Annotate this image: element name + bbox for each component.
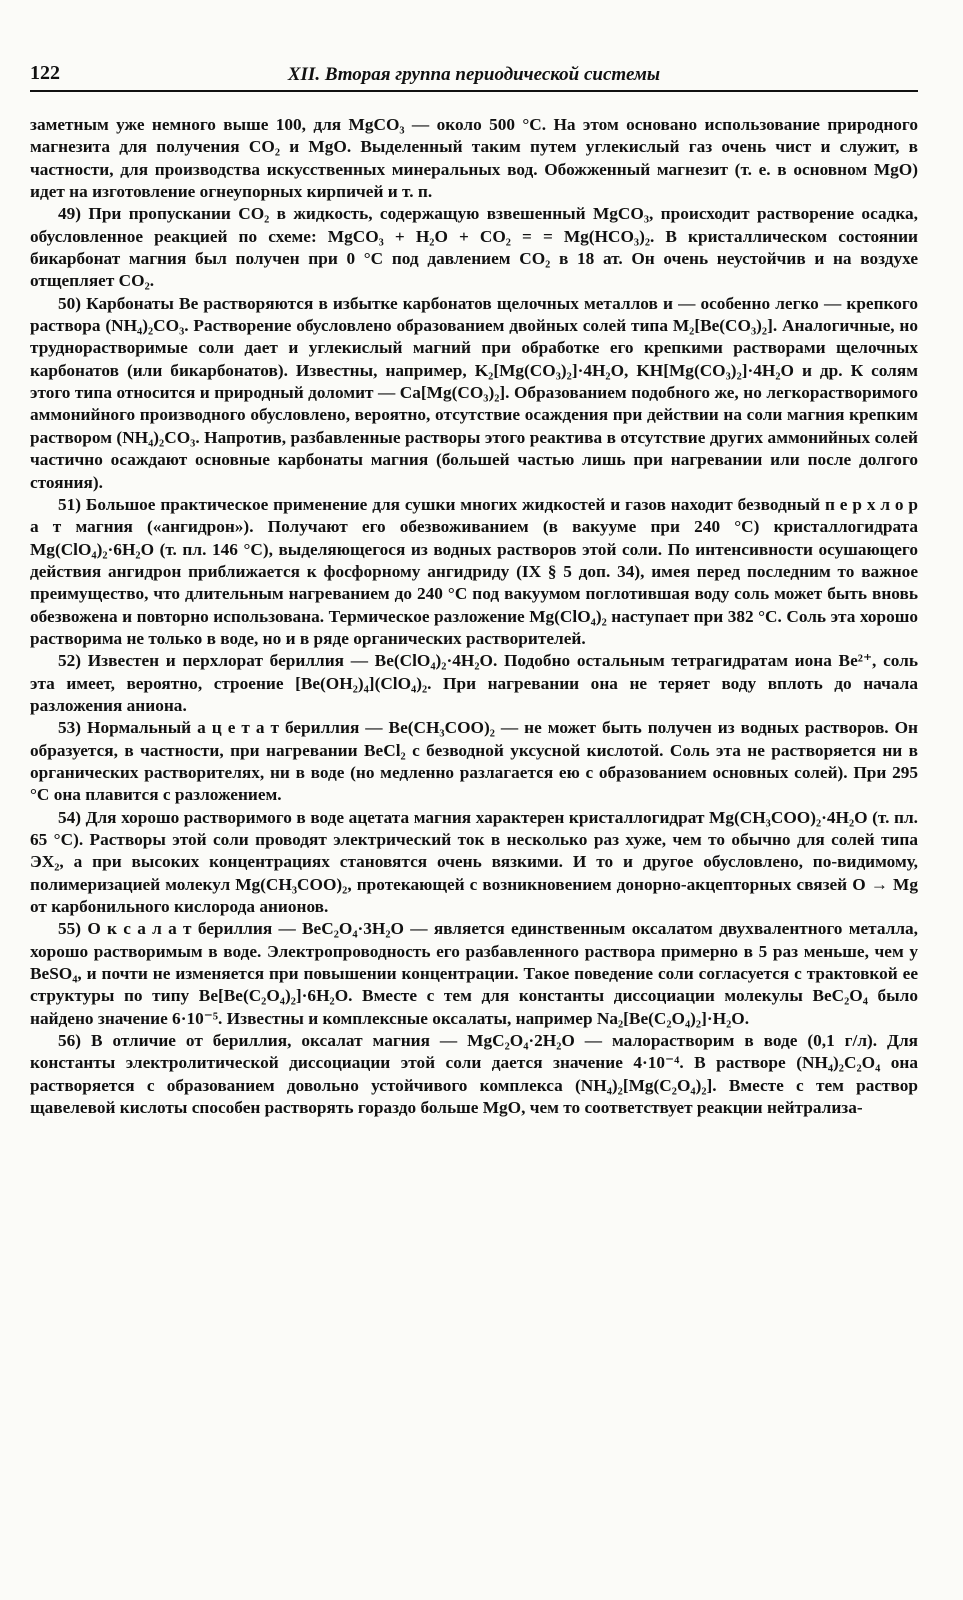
- note-55: 55) О к с а л а т бериллия — BeC₂O₄·3H₂O — является единственным оксалатом двухвалентного металла, хорошо растворимым в воде. Электропроводность его разбавленного раствора примерно в 5 раз меньше, чем у BeSO₄, и почти не изменяется при повышении концентрации. Такое поведение соли согласуется с трактовкой ее структуры по типу Be[Be(C₂O₄)₂]·6H₂O. Вместе с тем для константы диссоциации молекулы BeC₂O₄ было найдено значение 6·10⁻⁵. Известны и комплексные оксалаты, например Na₂[Be(C₂O₄)₂]·H₂O.: [30, 919, 918, 1028]
- page-header: [30, 62, 918, 92]
- note-56: 56) В отличие от бериллия, оксалат магния — MgC₂O₄·2H₂O — малорастворим в воде (0,1 г/л). Для константы электролитической диссоциации этой соли дается значение 4·10⁻⁴. В растворе (NH₄)₂C₂O₄ она растворяется с образованием довольно устойчивого комплекса (NH₄)₂[Mg(C₂O₄)₂]. Вместе с тем раствор щавелевой кислоты способен растворять гораздо больше MgO, чем то соответствует реакции нейтрализа-: [30, 1031, 918, 1118]
- note-53: 53) Нормальный а ц е т а т бериллия — Be(CH₃COO)₂ — не может быть получен из водных растворов. Он образуется, в частности, при нагревании BeCl₂ с безводной уксусной кислотой. Соль эта не растворяется ни в органических растворителях, ни в воде (но медленно разлагается ею с образованием основных солей). При 295 °C она плавится с разложением.: [30, 718, 918, 805]
- note-50: 50) Карбонаты Be растворяются в избытке карбонатов щелочных металлов и — особенно легко — крепкого раствора (NH₄)₂CO₃. Растворение обусловлено образованием двойных солей типа M₂[Be(CO₃)₂]. Аналогичные, но труднорастворимые соли дает и углекислый магний при обработке его крепкими растворами щелочных карбонатов (или бикарбонатов). Известны, например, K₂[Mg(CO₃)₂]·4H₂O, KH[Mg(CO₃)₂]·4H₂O и др. К солям этого типа относится и природный доломит — Ca[Mg(CO₃)₂]. Образованием подобного же, но легкорастворимого аммонийного производного обусловлено, вероятно, отсутствие осаждения при действии на соли магния крепким раствором (NH₄)₂CO₃. Напротив, разбавленные растворы этого реактива в отсутствие других аммонийных солей частично осаждают основные карбонаты магния (большей частью лишь при нагревании или после долгого стояния).: [30, 293, 918, 492]
- body-text: [30, 114, 918, 1119]
- note-54: 54) Для хорошо растворимого в воде ацетата магния характерен кристаллогидрат Mg(CH₃COO)₂·4H₂O (т. пл. 65 °C). Растворы этой соли проводят электрический ток в несколько раз хуже, чем то обычно для солей типа ЭX₂, а при высоких концентрациях становятся очень вязкими. И то и другое обусловлено, по-видимому, полимеризацией молекул Mg(CH₃COO)₂, протекающей с возникновением донорно-акцепторных связей O → Mg от карбонильного кислорода анионов.: [30, 807, 918, 917]
- note-52: 52) Известен и перхлорат бериллия — Be(ClO₄)₂·4H₂O. Подобно остальным тетрагидратам иона Be²⁺, соль эта имеет, вероятно, строение [Be(OH₂)₄](ClO₄)₂. При нагревании она не теряет воду вплоть до начала разложения аниона.: [30, 651, 918, 715]
- page-number: 122: [30, 62, 60, 84]
- paragraph-continuation: заметным уже немного выше 100, для MgCO₃ — около 500 °C. На этом основано использование природного магнезита для получения CO₂ и MgO. Выделенный таким путем углекислый газ очень чист и служит, в частности, для производства искусственных минеральных вод. Обожженный магнезит (т. е. в основном MgO) идет на изготовление огнеупорных кирпичей и т. п.: [30, 115, 918, 202]
- note-51: 51) Большое практическое применение для сушки многих жидкостей и газов находит безводный п е р х л о р а т магния («ангидрон»). Получают его обезвоживанием (в вакууме при 240 °C) кристаллогидрата Mg(ClO₄)₂·6H₂O (т. пл. 146 °C), выделяющегося из водных растворов этой соли. По интенсивности осушающего действия ангидрон приближается к фосфорному ангидриду (IX § 5 доп. 34), имея перед последним то важное преимущество, что длительным нагреванием до 240 °C под вакуумом поглотившая воду соль может быть вновь обезвожена и повторно использована. Термическое разложение Mg(ClO₄)₂ наступает при 382 °C. Соль эта хорошо растворима не только в воде, но и в ряде органических растворителей.: [30, 494, 918, 648]
- running-title: XII. Вторая группа периодической системы: [287, 64, 661, 85]
- note-49: 49) При пропускании CO₂ в жидкость, содержащую взвешенный MgCO₃, происходит растворение осадка, обусловленное реакцией по схеме: MgCO₃ + H₂O + CO₂ = = Mg(HCO₃)₂. В кристаллическом состоянии бикарбонат магния был получен при 0 °C под давлением CO₂ в 18 ат. Он очень неустойчив и на воздухе отщепляет CO₂.: [30, 204, 918, 291]
